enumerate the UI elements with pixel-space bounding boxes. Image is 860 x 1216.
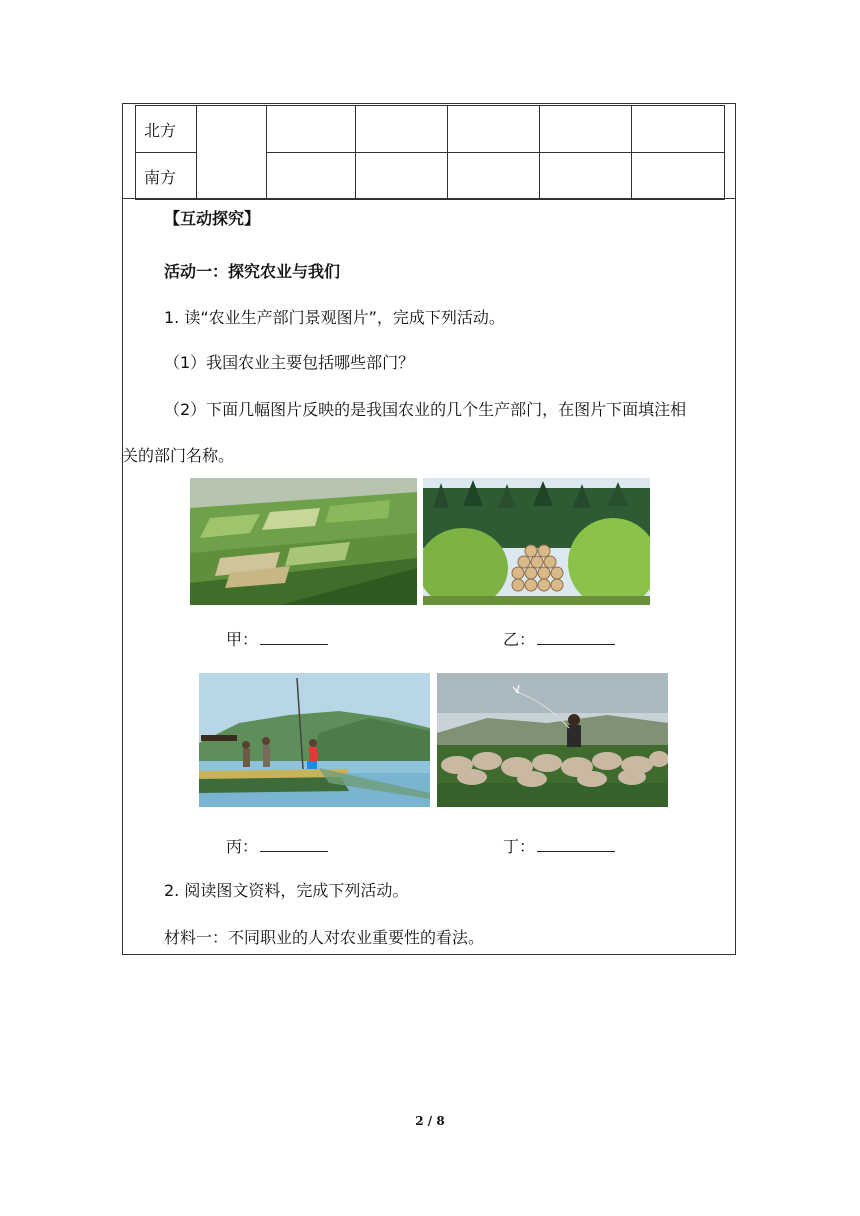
table-cell: [448, 106, 540, 153]
table-cell: [448, 153, 540, 200]
region-table: [135, 105, 725, 200]
farmland-photo: [190, 478, 417, 605]
merged-cell: [197, 106, 267, 200]
caption-yi: [503, 627, 615, 650]
table-cell: [540, 153, 632, 200]
material-1: 材料一：不同职业的人对农业重要性的看法。: [164, 928, 485, 947]
page-number: 2 / 8: [415, 1114, 445, 1128]
divider: [122, 198, 736, 199]
table-cell: [267, 106, 356, 153]
caption-bing: [226, 834, 328, 857]
table-cell: [356, 153, 448, 200]
caption-ding-label: 丁：: [503, 837, 536, 856]
table-cell: [356, 106, 448, 153]
table-row: [136, 106, 725, 153]
question-1-sub-1: （1）我国农业主要包括哪些部门？: [164, 353, 415, 372]
question-1: 1. 读“农业生产部门景观图片”，完成下列活动。: [164, 308, 505, 327]
row-label-north: 北方: [136, 106, 197, 153]
blank-yi[interactable]: [537, 630, 615, 645]
caption-ding: [503, 834, 615, 857]
table-cell: [632, 153, 725, 200]
blank-jia[interactable]: [260, 630, 328, 645]
table-cell: [267, 153, 356, 200]
table-cell: [540, 106, 632, 153]
caption-bing-label: 丙：: [226, 837, 259, 856]
question-2: 2. 阅读图文资料，完成下列活动。: [164, 881, 409, 900]
caption-yi-label: 乙：: [503, 630, 536, 649]
forestry-photo: [423, 478, 650, 605]
activity-title: 活动一：探究农业与我们: [164, 262, 341, 281]
question-1-sub-2: （2）下面几幅图片反映的是我国农业的几个生产部门，在图片下面填注相: [164, 400, 687, 419]
table-cell: [632, 106, 725, 153]
blank-bing[interactable]: [260, 837, 328, 852]
fishery-photo: [199, 673, 430, 807]
row-label-south: 南方: [136, 153, 197, 200]
section-title: 【互动探究】: [164, 209, 261, 228]
blank-ding[interactable]: [537, 837, 615, 852]
animal-husbandry-photo: [437, 673, 668, 807]
question-1-sub-2-cont: 关的部门名称。: [122, 446, 235, 465]
caption-jia-label: 甲：: [226, 630, 259, 649]
caption-jia: [226, 627, 328, 650]
